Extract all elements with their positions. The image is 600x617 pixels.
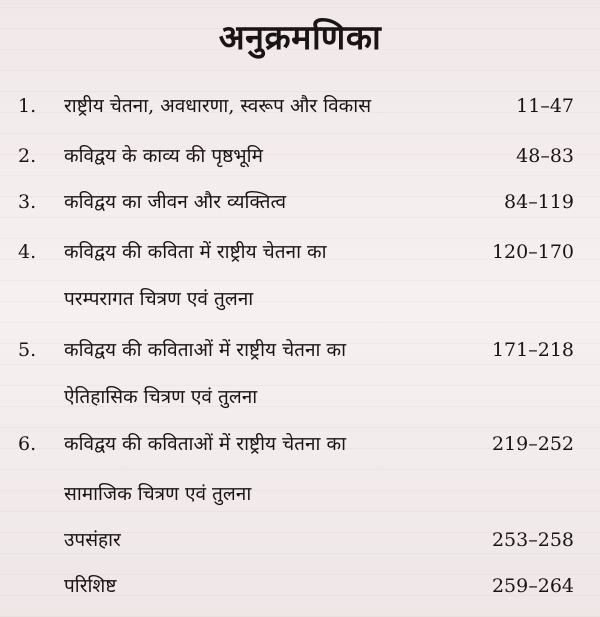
entry-pages: 48–83 bbox=[516, 145, 574, 167]
entry-pages: 259–264 bbox=[491, 575, 574, 597]
toc-entry-appendix bbox=[0, 570, 600, 602]
entry-pages: 171–218 bbox=[491, 339, 574, 361]
entry-number: 6. bbox=[18, 433, 37, 455]
toc-entry-3 bbox=[0, 186, 600, 218]
toc-entry-2 bbox=[0, 140, 600, 172]
entry-number: 5. bbox=[18, 339, 37, 361]
entry-title: कविद्वय की कविता में राष्ट्रीय चेतना का bbox=[64, 241, 327, 263]
toc-entry-6-continuation bbox=[0, 478, 600, 510]
entry-pages: 219–252 bbox=[491, 433, 574, 455]
entry-pages: 84–119 bbox=[504, 191, 574, 213]
entry-pages: 120–170 bbox=[491, 241, 574, 263]
page-title: अनुक्रमणिका bbox=[218, 18, 382, 58]
entry-title: कविद्वय का जीवन और व्यक्तित्व bbox=[64, 191, 287, 213]
toc-entry-conclusion bbox=[0, 524, 600, 556]
entry-title: उपसंहार bbox=[64, 529, 121, 551]
entry-number: 2. bbox=[18, 145, 37, 167]
entry-title-continuation: परम्परागत चित्रण एवं तुलना bbox=[64, 288, 254, 310]
entry-title-continuation: सामाजिक चित्रण एवं तुलना bbox=[64, 483, 252, 505]
toc-entry-4 bbox=[0, 236, 600, 268]
entry-pages: 11–47 bbox=[516, 95, 574, 117]
entry-number: 4. bbox=[18, 241, 37, 263]
toc-entry-6 bbox=[0, 428, 600, 460]
entry-number: 3. bbox=[18, 191, 37, 213]
entry-title: कविद्वय के काव्य की पृष्ठभूमि bbox=[64, 145, 263, 167]
entry-title: परिशिष्ट bbox=[64, 575, 117, 597]
toc-entry-1 bbox=[0, 90, 600, 122]
toc-entry-5-continuation bbox=[0, 381, 600, 413]
entry-title: राष्ट्रीय चेतना, अवधारणा, स्वरूप और विकास bbox=[64, 95, 372, 117]
entry-title: कविद्वय की कविताओं में राष्ट्रीय चेतना का bbox=[64, 339, 346, 361]
entry-number: 1. bbox=[18, 95, 37, 117]
entry-title-continuation: ऐतिहासिक चित्रण एवं तुलना bbox=[64, 386, 258, 408]
toc-entry-5 bbox=[0, 334, 600, 366]
entry-pages: 253–258 bbox=[491, 529, 574, 551]
entry-title: कविद्वय की कविताओं में राष्ट्रीय चेतना का bbox=[64, 433, 346, 455]
toc-entry-4-continuation bbox=[0, 283, 600, 315]
